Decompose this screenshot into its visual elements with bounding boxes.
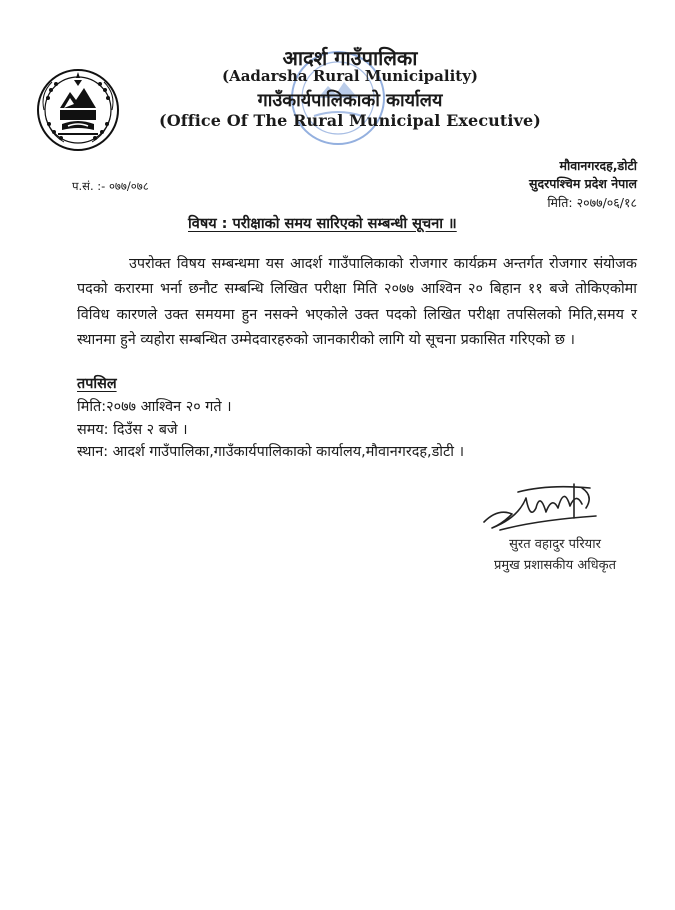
letter-date: मिति: २०७७/०६/१८ bbox=[547, 195, 637, 210]
address-line-2: सुदरपश्चिम प्रदेश नेपाल bbox=[529, 176, 637, 191]
office-name-nepali: गाउँकार्यपालिकाको कार्यालय bbox=[257, 90, 443, 111]
signatory-name: सुरत वहादुर परियार bbox=[509, 537, 601, 552]
subject-line: विषय : परीक्षाको समय सारिएको सम्बन्धी सूचना ॥ bbox=[188, 216, 457, 232]
nepal-government-emblem-icon bbox=[36, 68, 120, 152]
notice-body: उपरोक्त विषय सम्बन्धमा यस आदर्श गाउँपालिकाको रोजगार कार्यक्रम अन्तर्गत रोजगार संयोजक पदको करारमा भर्ना छनौट सम्बन्धि लिखित परीक्षा मिति २०७७ आश्विन २० बिहान ११ बजे तोकिएकोमा विविध कारणले उक्त समयमा हुन नसक्ने भएकोले उक्त पदको लिखित परीक्षा तपसिलको मिति,समय र स्थानमा हुने व्यहोरा सम्बन्धित उम्मेदवारहरुको जानकारीको लागि यो सूचना प्रकासित गरिएको छ । bbox=[77, 256, 637, 349]
schedule-time: समय: दिउँस २ बजे । bbox=[77, 422, 188, 438]
address-line-1: मौवानगरदह,डोटी bbox=[559, 158, 637, 173]
schedule-place: स्थान: आदर्श गाउँपालिका,गाउँकार्यपालिकाको कार्यालय,मौवानगरदह,डोटी । bbox=[77, 444, 465, 460]
schedule-date: मिति:२०७७ आश्विन २० गते । bbox=[77, 399, 232, 415]
schedule-heading: तपसिल bbox=[77, 376, 117, 392]
municipality-name-english: (Aadarsha Rural Municipality) bbox=[221, 67, 479, 85]
signatory-title: प्रमुख प्रशासकीय अधिकृत bbox=[493, 558, 617, 573]
reference-number: प.सं. :- ०७७/०७८ bbox=[72, 179, 149, 193]
handwritten-signature-icon bbox=[478, 478, 608, 538]
office-name-english: (Office Of The Rural Municipal Executive) bbox=[159, 111, 541, 130]
municipality-name-nepali: आदर्श गाउँपालिका bbox=[282, 46, 418, 70]
